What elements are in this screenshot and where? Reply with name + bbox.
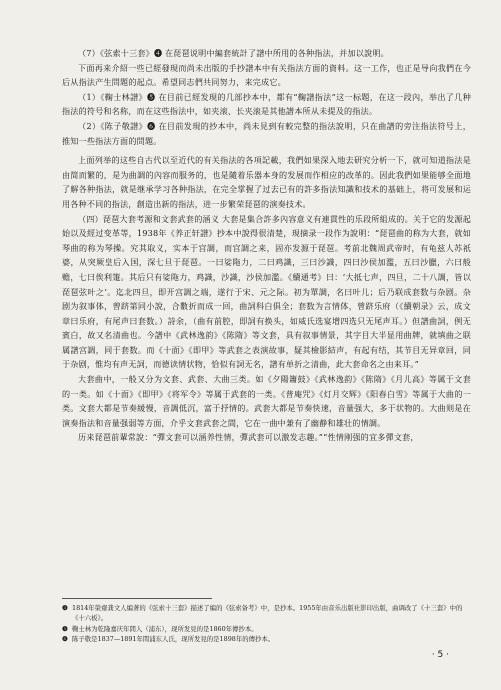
paragraph-elders-saying: 历来琵琶前輩常說：“彈文套可以涵养性情，彈武套可以激发志趣。”“性情刚强的宜多彈文套， <box>78 432 419 443</box>
paragraph-xiansuo: （7）《弦索十三套》❹ 在琵琶说明中編套統計了譜中所用的各种指法，并加以說明。 <box>78 48 389 58</box>
page-number: · 5 · <box>431 650 449 660</box>
body-text <box>62 46 471 445</box>
footnote <box>62 634 471 644</box>
paragraph-manuscripts-intro: 下面再来介紹一些已經發現而尚未出版的手抄譜本中有关指法方面的資料。这一工作，也正是导向我們在今后从指法产生問題的起点。希望同志們共同努力，来完成它。 <box>62 62 471 88</box>
footnote-text: 鞠士林为乾隆嘉庆年間人（浦东），现所发見的是1860年傳抄本。 <box>72 624 258 633</box>
footnotes <box>62 598 471 645</box>
paragraph-fingering-summary: 上面列举的这些自古代以至近代的有关指法的各項記載，我們如果深入地去研究分析一下，就可知道指法是由简而繁的，是为曲調的內容而服务的，也是隨着乐器本身的发展而作相应的改革的。因此我們如果能够全面地了解各种指法，就是继承学习各种指法，在完全掌握了过去已有的許多指法知識和技术的基础上，将可发展和运用各种不同的指法，創造出新的指法，进一步繁荣琵琶的演奏技术。 <box>62 155 471 209</box>
footnote-text: 陈子敬是1837—1891年間浦东人氏，现所发見的是1898年的傳抄本。 <box>72 635 275 644</box>
footnote-marker: ❺ <box>62 624 68 633</box>
paragraph-section-four: （四）琵琶大套考源和文套武套的涵义 大套是集合許多內容意义有連貫性的乐段所組成的。关于它的发源起始以及經过变革等，1938年《养正轩譜》抄本中說得很清楚，現摘录一段作为說明：“琵琶曲的称为大套，就如琴曲的称为琴操。究其取义，实本于宫調，而宫調之来，固亦发源于琵琶。考前北魏周武帝时，有龟兹人苏祇婆，从突厥皇后入国，深七旦于琵琶。一曰娑陁力，二曰鸡識，三曰沙識，四曰沙侯加濫，五曰沙臘，六曰般赡，七曰俟利箑。其后只有娑陁力，鸡識，沙識，沙侯加濫。《續通考》曰：‘大抵七声，四旦，二十八調，皆以琵琶弦叶之’。迄北四旦，即开宫調之端，遂行于宋、元之际。初为單調，名曰叶儿；后乃联成套数与杂剧。杂剧为叙事体，曾跻第同小說，合數折而成一回，曲詞科白俱全；套数为言情体，曾跻乐府（《續朝录》云，成文章曰乐府，有尾声曰套数。）詩余，（曲有前腔，即詞有换头，如威氏选宴增四选只无尾声耳。）但譜曲詞，例无賓白，故又名清曲也。今譜中《武林逸韵》《陈隋》等文套，具有叙事情景，其字目大半显用曲牌，就填曲之联属譜宫調，同于套数。而《十面》《即甲》等武套之表演故事，疑其檢影結声，有起有结，其节目无异章回，同于杂剧，惟均有声无詞，而德读情状物，恰似有詞无名，譜有单折之清曲，此大套命名之由来耳。” <box>62 213 471 370</box>
footnote-marker: ❹ <box>62 604 68 612</box>
paragraph-chen-zijing: （2）《陈子敬譜》❻ 在目前发現的抄本中，尚未見到有較完整的指法說明，只在曲譜的旁注指法符号上，推知一些指法方面的問題。 <box>62 120 471 146</box>
footnote <box>62 624 471 634</box>
footnote-marker: ❻ <box>62 635 68 644</box>
footnote-text: 1814年榮齋龚文人编著的《弦索十三套》描述了编的《弦索备考》中，是抄本。1955年由音乐出版社影印出版，曲调改了《十三套》中的《十六板》。 <box>72 604 463 623</box>
footnote <box>62 603 471 624</box>
footnote-divider <box>62 598 212 599</box>
paragraph-three-categories: 大套曲中，一般又分为文套、武套、大曲三类。如《夕陽簫鼓》《武林逸韵》《陈隋》《月儿高》等属于文套的一类。如《十面》《即甲》《将军令》等属于武套的一类。《普庵咒》《灯月交辉》《阳春白雪》等属于大曲的一类。文套大都是节奏緩慢，音調低沉，富于抒情的。武套大都是节奏快速，音量强大，多于状物的。大曲则是在演奏指法和音量强弱等方面，介乎文套武套之間，它在一曲中兼有了幽静和雄壮的情調。 <box>62 374 471 428</box>
paragraph-ju-shilin: （1）《鞠士林譜》❺ 在目前已經发現的几部抄本中，都有“鞠譜指法”这一标題，在这一段內，举出了几种指法的符号和名称，而在这些指法中，如夹滚、长夹滚是其他譜本所从未提及的指法。 <box>62 91 471 117</box>
